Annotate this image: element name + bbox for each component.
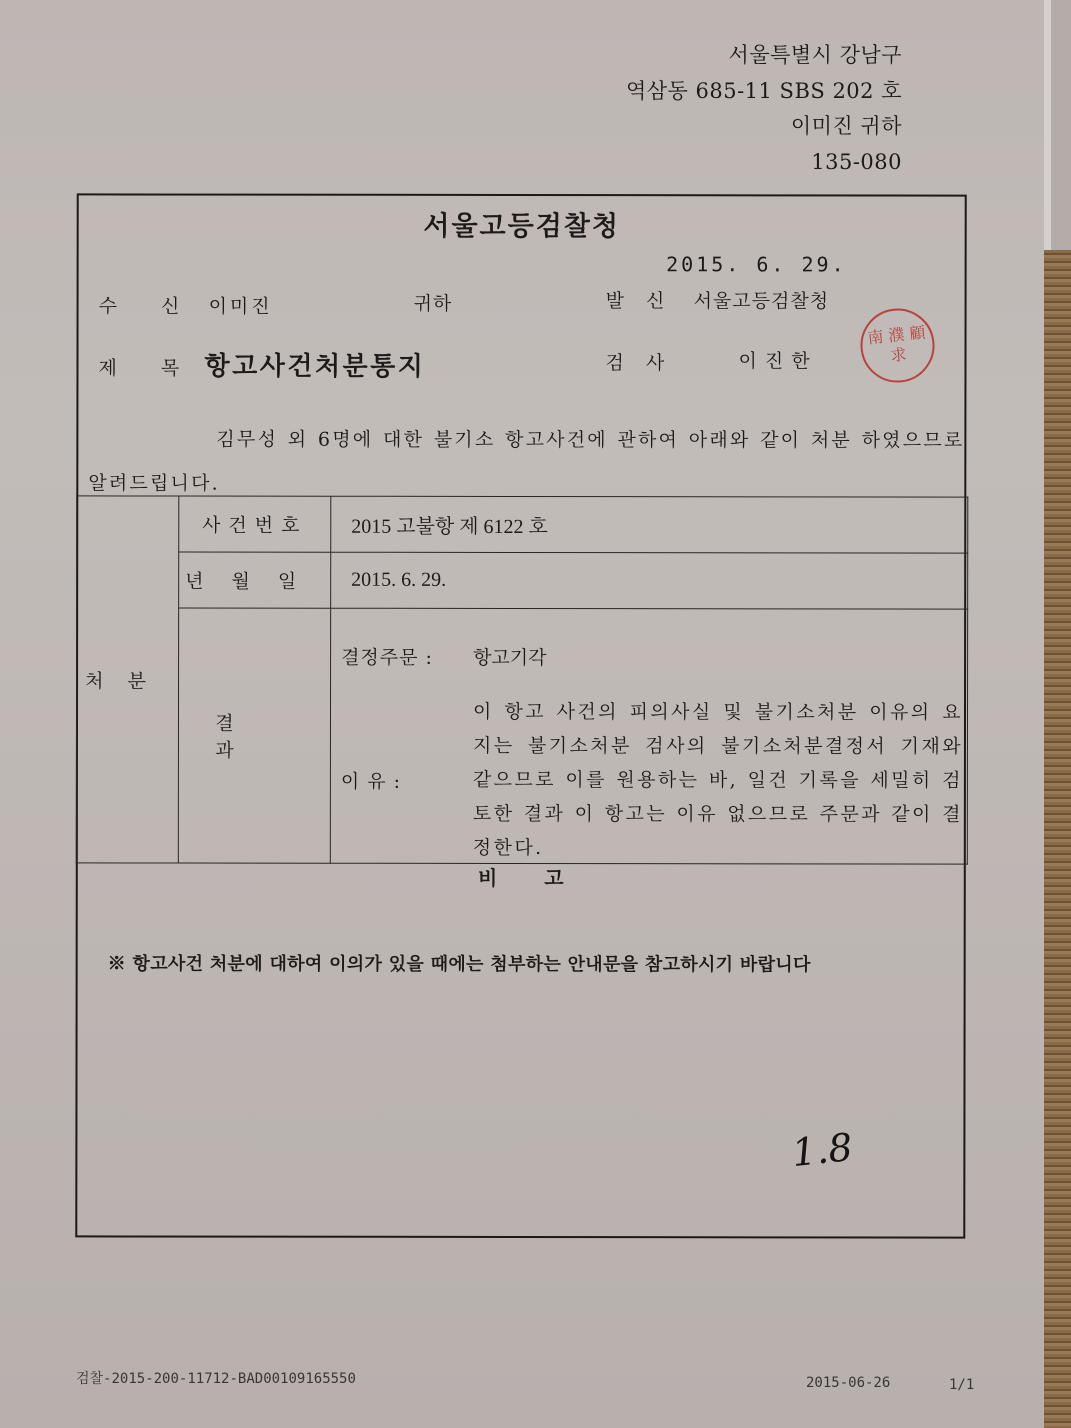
case-number-label: 사건번호 xyxy=(179,496,331,552)
date-label: 년월일 xyxy=(179,552,331,608)
section-label: 처분 xyxy=(76,496,179,863)
decision-label: 결정주문 : xyxy=(341,646,433,669)
table-row xyxy=(77,496,968,553)
wood-desk xyxy=(1043,250,1071,1428)
subject-label: 제 목 xyxy=(98,357,181,380)
recipient-honorific: 귀하 xyxy=(413,292,453,315)
postal-code: 135-080 xyxy=(811,149,902,174)
result-cell xyxy=(330,608,967,864)
print-date: 2015-06-26 xyxy=(806,1375,891,1391)
prosecutor-label: 검 사 xyxy=(605,352,666,375)
address-line-1: 서울특별시 강남구 xyxy=(728,43,902,67)
handwritten-note: 1.8 xyxy=(789,1124,855,1176)
notice-body: 김무성 외 6명에 대한 불기소 항고사건에 관하여 아래와 같이 처분 하였으므로 알려드립니다. xyxy=(88,428,965,495)
table-row xyxy=(76,608,967,864)
reason-value: 이 항고 사건의 피의사실 및 불기소처분 이유의 요지는 불기소처분 검사의 불기소처분결정서 기재와 같으므로 이를 원용하는 바, 일건 기록을 세밀히 검토한 결과 이 항고는 이유 없으므로 주문과 같이 결정한다. xyxy=(472,700,964,860)
remarks-notice: ※ 항고사건 처분에 대하여 이의가 있을 때에는 첨부하는 안내문을 참고하시기 바랍니다 xyxy=(107,953,811,976)
issue-date: 2015. 6. 29. xyxy=(666,252,847,277)
decision-value: 항고기각 xyxy=(473,646,547,670)
address-line-2: 역삼동 685-11 SBS 202 호 xyxy=(625,78,902,103)
result-label: 결과 xyxy=(178,608,330,863)
remarks-title: 비 고 xyxy=(477,865,564,891)
address-recipient: 이미진 귀하 xyxy=(790,114,902,138)
document-id: 검찰-2015-200-11712-BAD00109165550 xyxy=(76,1371,356,1387)
table-row xyxy=(77,552,968,609)
sender-label: 발 신 xyxy=(605,290,666,313)
official-seal-icon: 南 濮 顧 求 xyxy=(857,305,938,386)
notice-form xyxy=(75,193,966,1238)
recipient-label: 수 신 xyxy=(98,295,181,318)
reason-label: 이 유 : xyxy=(340,770,402,793)
address-block xyxy=(626,38,902,180)
case-number-value: 2015 고불항 제 6122 호 xyxy=(331,496,968,553)
issuer-title: 서울고등검찰청 xyxy=(423,210,620,243)
prosecutor-name: 이진한 xyxy=(738,350,818,373)
sender-name: 서울고등검찰청 xyxy=(693,290,830,313)
disposition-table xyxy=(76,495,969,864)
recipient-name: 이미진 xyxy=(208,295,273,318)
page-number: 1/1 xyxy=(949,1377,975,1393)
subject: 항고사건처분통지 xyxy=(204,351,426,382)
date-value: 2015. 6. 29. xyxy=(331,552,968,609)
